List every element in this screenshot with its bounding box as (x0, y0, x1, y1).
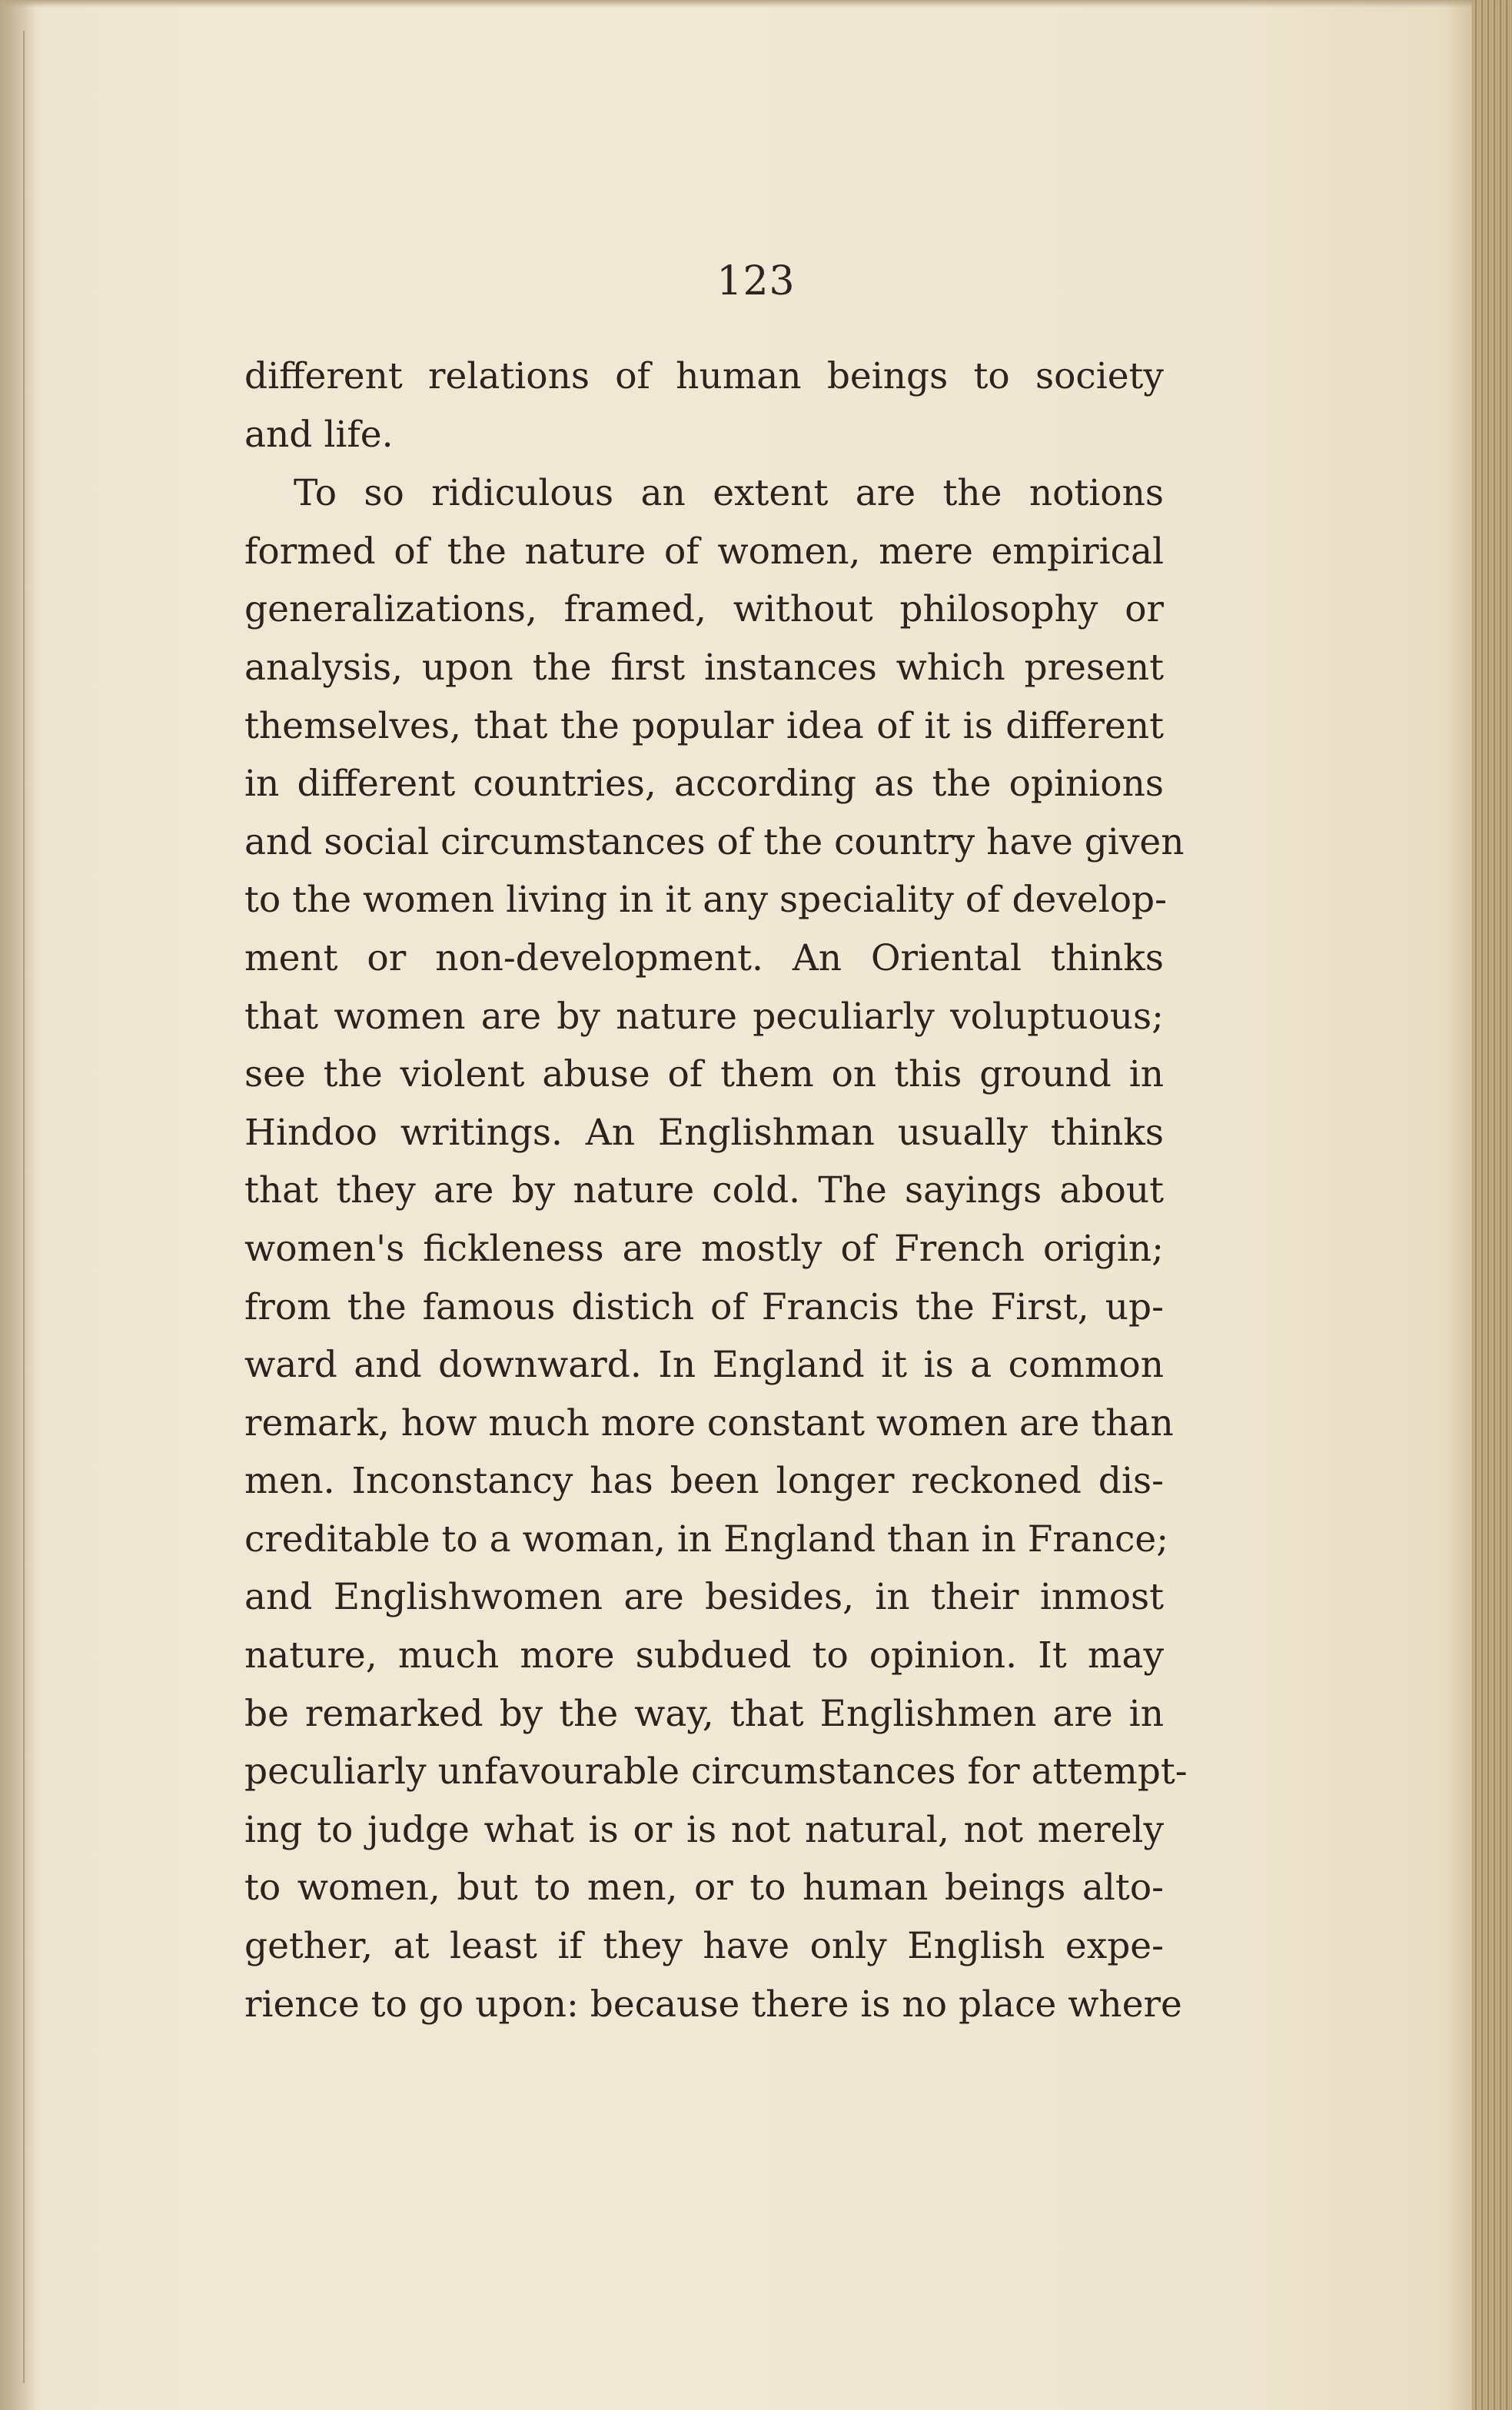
text-line: peculiarly unfavourable circumstances for attempt- (244, 1750, 1188, 1793)
page-number: 123 (716, 258, 796, 304)
text-line: and Englishwomen are besides, in their inmost (244, 1576, 1164, 1619)
text-line: to the women living in it any speciality of develop- (244, 879, 1168, 922)
text-line: be remarked by the way, that Englishmen are in (244, 1692, 1164, 1735)
text-line: creditable to a woman, in England than in France; (244, 1517, 1169, 1561)
page-fore-edge (1472, 0, 1512, 2410)
text-line: different relations of human beings to society (244, 355, 1164, 397)
text-line: and life. (244, 413, 394, 456)
text-line: remark, how much more constant women are than (244, 1401, 1174, 1444)
binding-line (23, 31, 25, 2383)
text-line: analysis, upon the first instances which present (244, 646, 1164, 689)
text-line: ward and downward. In England it is a common (244, 1344, 1164, 1387)
body-text (244, 347, 1188, 2033)
text-line: rience to go upon: because there is no place where (244, 1983, 1182, 2026)
text-line: that women are by nature peculiarly voluptuous; (244, 995, 1164, 1038)
text-line: nature, much more subdued to opinion. It may (244, 1634, 1164, 1677)
text-line: To so ridiculous an extent are the notions (294, 472, 1164, 515)
text-line: themselves, that the popular idea of it is different (244, 704, 1164, 747)
text-line: men. Inconstancy has been longer reckoned dis- (244, 1460, 1164, 1503)
text-line: formed of the nature of women, mere empirical (244, 530, 1164, 573)
text-line: ing to judge what is or is not natural, not merely (244, 1808, 1164, 1851)
text-line: from the famous distich of Francis the First, up- (244, 1285, 1164, 1328)
text-line: women's fickleness are mostly of French origin; (244, 1227, 1164, 1270)
text-line: to women, but to men, or to human beings alto- (244, 1867, 1164, 1910)
text-line: generalizations, framed, without philosophy or (244, 588, 1164, 631)
binding-shadow (0, 0, 37, 2410)
page-top-edge (0, 0, 1512, 8)
text-line: gether, at least if they have only English expe- (244, 1925, 1164, 1968)
text-line: and social circumstances of the country have given (244, 820, 1185, 863)
text-line: see the violent abuse of them on this ground in (244, 1053, 1164, 1096)
text-line: ment or non-development. An Oriental thinks (244, 936, 1164, 979)
text-line: Hindoo writings. An Englishman usually thinks (244, 1111, 1164, 1154)
text-line: in different countries, according as the opinions (244, 763, 1164, 806)
text-line: that they are by nature cold. The sayings about (244, 1169, 1164, 1212)
